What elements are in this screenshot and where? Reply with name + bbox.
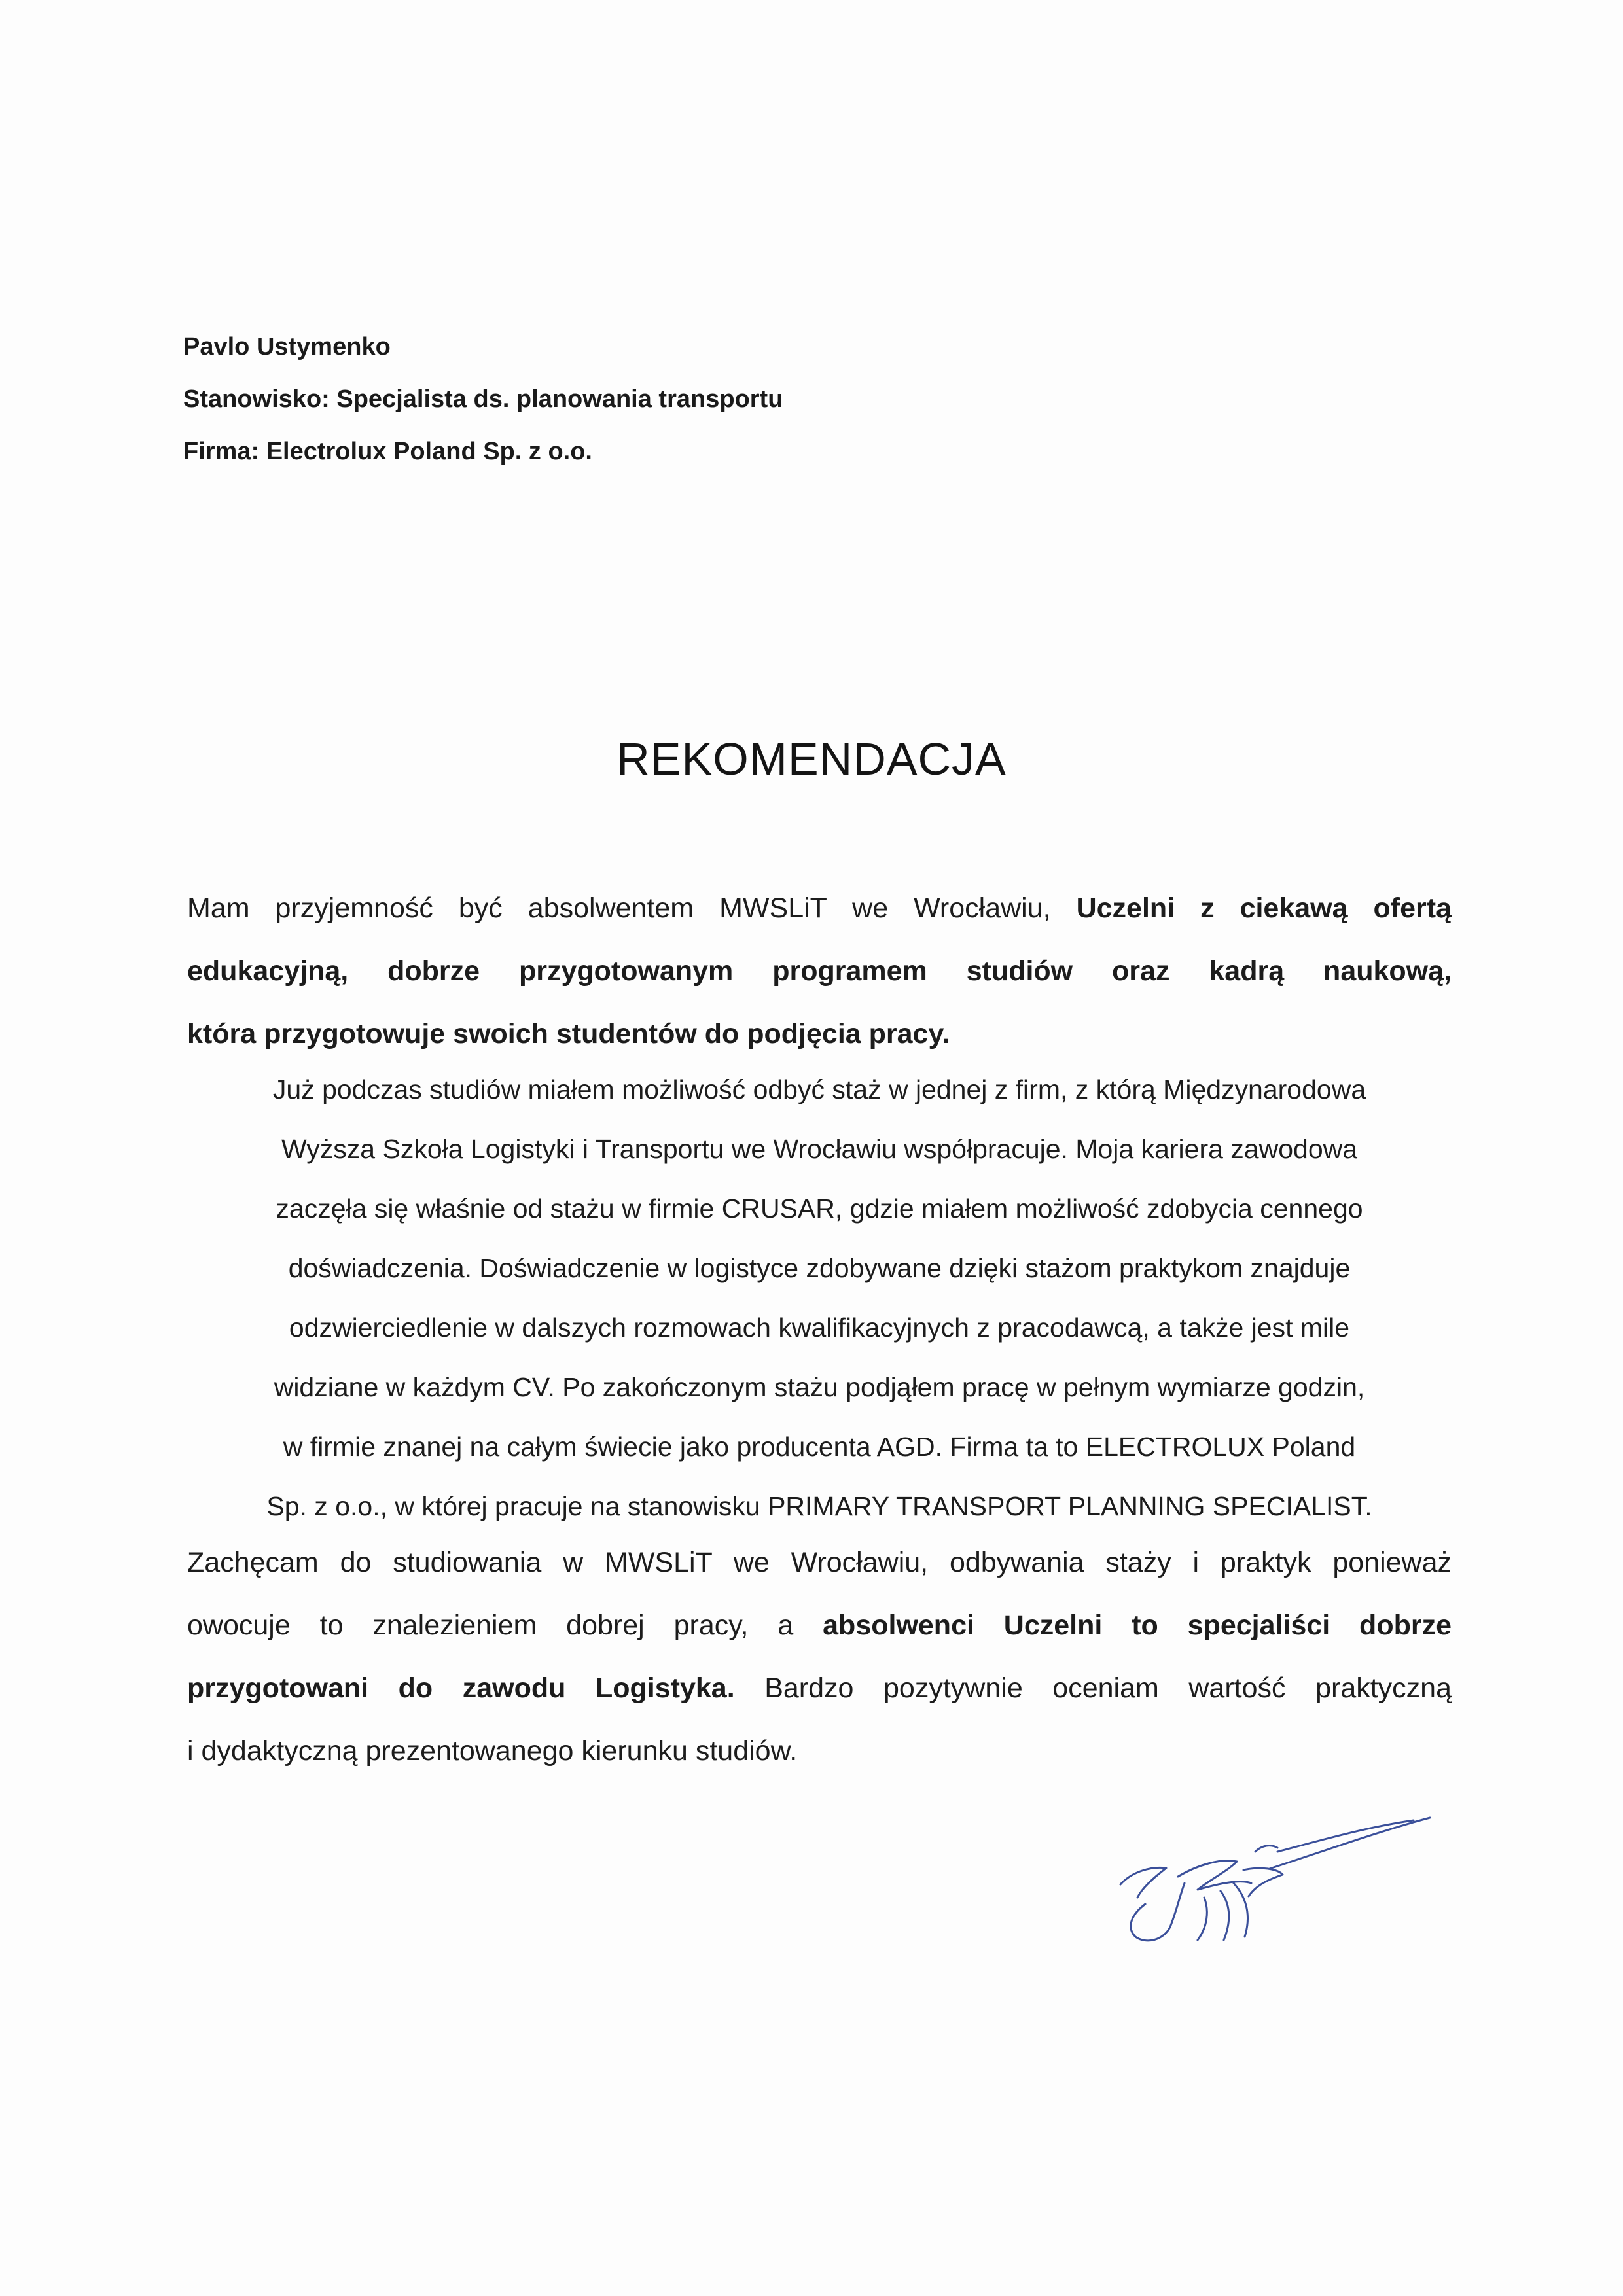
paragraph-intro-line-2 [187,940,1452,1002]
paragraph-experience-line: Wyższa Szkoła Logistyki i Transportu we Wrocławiu współpracuje. Moja kariera zawodowa [281,1134,1358,1164]
paragraph-encouragement [187,1531,1452,1782]
paragraph-experience-line: widziane w każdym CV. Po zakończonym stażu podjąłem pracę w pełnym wymiarze godzin, [274,1372,1365,1402]
signature-stroke [1178,1861,1251,1890]
paragraph-experience [187,1060,1452,1536]
signature-stroke [1198,1898,1207,1940]
document-title: REKOMENDACJA [616,733,1007,785]
paragraph-experience-line: Sp. z o.o., w której pracuje na stanowisku PRIMARY TRANSPORT PLANNING SPECIALIST. [266,1491,1372,1521]
paragraph-encouragement-emphasis: przygotowani do zawodu Logistyka. [187,1672,735,1704]
sender-position: Stanowisko: Specjalista ds. planowania transportu [183,385,783,413]
signature-stroke [1120,1867,1166,1898]
paragraph-intro [187,877,1452,1065]
paragraph-experience-line: Już podczas studiów miałem możliwość odbyć staż w jednej z firm, z którą Międzynarodowa [272,1074,1366,1104]
paragraph-encouragement-text: owocuje to znalezieniem dobrej pracy, a [187,1610,823,1641]
paragraph-intro-emphasis: edukacyjną, dobrze przygotowanym programem studiów oraz kadrą naukową, [187,955,1452,987]
paragraph-intro-line-1 [187,877,1452,940]
paragraph-encouragement-line-3 [187,1657,1452,1720]
handwritten-signature [1106,1806,1433,1963]
signature-stroke [1270,1818,1430,1869]
signature-stroke [1221,1883,1248,1940]
sender-company: Firma: Electrolux Poland Sp. z o.o. [183,438,592,465]
paragraph-encouragement-line-4: i dydaktyczną prezentowanego kierunku studiów. [187,1735,798,1767]
sender-name: Pavlo Ustymenko [183,333,391,361]
paragraph-encouragement-line-1: Zachęcam do studiowania w MWSLiT we Wrocławiu, odbywania staży i praktyk ponieważ [187,1547,1452,1578]
signature-stroke [1131,1883,1185,1941]
paragraph-experience-line: w firmie znanej na całym świecie jako producenta AGD. Firma ta to ELECTROLUX Poland [283,1432,1356,1462]
paragraph-intro-line-3 [187,1002,1452,1065]
paragraph-intro-emphasis: która przygotowuje swoich studentów do podjęcia pracy. [187,1018,950,1050]
paragraph-encouragement-text: Bardzo pozytywnie oceniam wartość praktyczną [734,1672,1452,1704]
paragraph-encouragement-emphasis: absolwenci Uczelni to specjaliści dobrze [823,1610,1452,1641]
sender-block [183,321,783,478]
paragraph-experience-line: zaczęła się właśnie od stażu w firmie CRUSAR, gdzie miałem możliwość zdobycia cennego [276,1193,1363,1224]
signature-stroke [1277,1820,1414,1852]
paragraph-experience-line: odzwierciedlenie w dalszych rozmowach kwalifikacyjnych z pracodawcą, a także jest mile [289,1313,1350,1343]
signature-stroke [1255,1846,1277,1852]
paragraph-experience-line: doświadczenia. Doświadczenie w logistyce zdobywane dzięki stażom praktykom znajduje [288,1253,1351,1283]
paragraph-encouragement-line-2 [187,1594,1452,1657]
paragraph-intro-text: Mam przyjemność być absolwentem MWSLiT we Wrocławiu, [187,892,1077,924]
paragraph-intro-emphasis: Uczelni z ciekawą ofertą [1076,892,1452,924]
